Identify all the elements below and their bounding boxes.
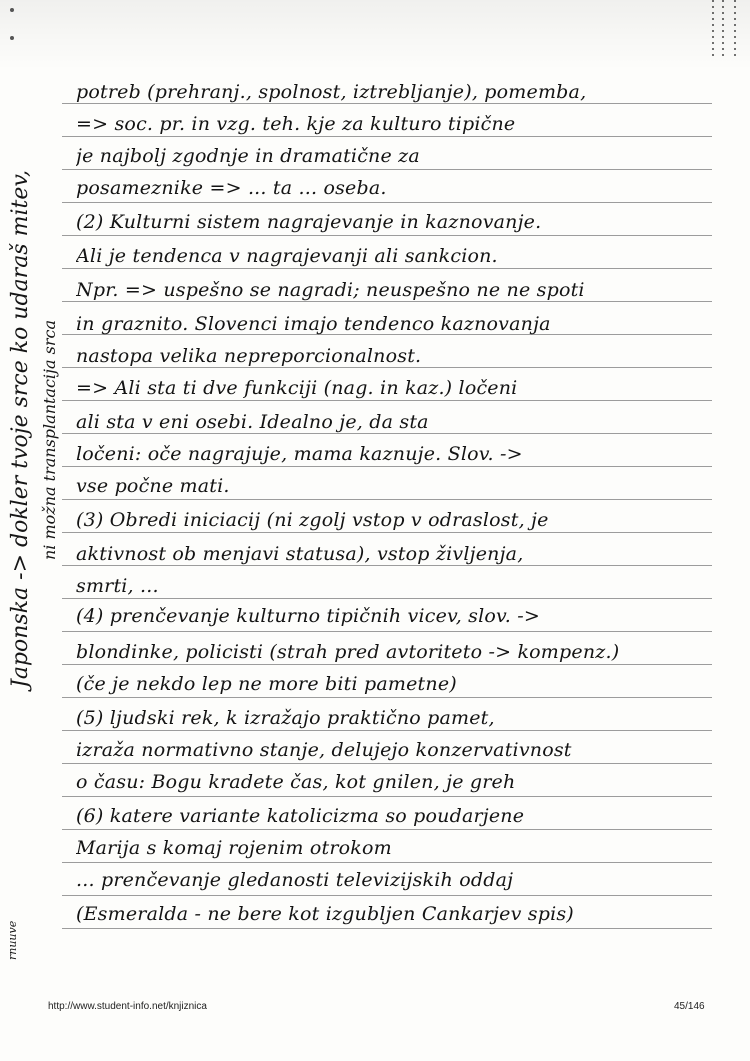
scan-shadow xyxy=(0,0,750,70)
margin-note-inner: ni možna transplantacija srca xyxy=(40,320,59,560)
scan-edge-marks xyxy=(734,0,736,58)
punch-dot xyxy=(10,36,14,40)
note-line: Npr. => uspešno se nagradi; neuspešno ne ne spoti xyxy=(76,279,585,301)
ruled-line xyxy=(62,895,712,896)
punch-dot xyxy=(10,8,14,12)
ruled-line xyxy=(62,136,712,137)
footer-url: http://www.student-info.net/knjiznica xyxy=(48,1001,207,1012)
ruled-line xyxy=(62,862,712,863)
note-line: ... prenčevanje gledanosti televizijskih oddaj xyxy=(76,869,514,891)
ruled-line xyxy=(62,763,712,764)
ruled-line xyxy=(62,235,712,236)
note-line: in graznito. Slovenci imajo tendenco kaznovanja xyxy=(76,313,551,335)
note-line: posameznike => ... ta ... oseba. xyxy=(76,177,387,199)
note-line: Marija s komaj rojenim otrokom xyxy=(76,837,392,859)
ruled-line xyxy=(62,664,712,665)
ruled-line xyxy=(62,796,712,797)
ruled-line xyxy=(62,169,712,170)
note-line: je najbolj zgodnje in dramatične za xyxy=(76,145,420,167)
footer-page-number: 45/146 xyxy=(674,1001,705,1012)
ruled-line xyxy=(62,631,712,632)
ruled-line xyxy=(62,268,712,269)
note-line: vse počne mati. xyxy=(76,475,230,497)
note-line: (4) prenčevanje kulturno tipičnih vicev, slov. -> xyxy=(76,605,540,627)
scan-edge-marks xyxy=(712,0,714,58)
ruled-line xyxy=(62,532,712,533)
ruled-line xyxy=(62,499,712,500)
ruled-line xyxy=(62,466,712,467)
margin-note-outer: Japonska -> dokler tvoje srce ko udaraš mitev, xyxy=(8,169,33,688)
ruled-line xyxy=(62,829,712,830)
ruled-line xyxy=(62,730,712,731)
note-line: izraža normativno stanje, delujejo konzervativnost xyxy=(76,739,572,761)
note-line: (5) ljudski rek, k izražajo praktično pamet, xyxy=(76,707,495,729)
ruled-line xyxy=(62,400,712,401)
note-line: (3) Obredi iniciacij (ni zgolj vstop v odraslost, je xyxy=(76,509,549,531)
note-line: aktivnost ob menjavi statusa), vstop življenja, xyxy=(76,543,524,565)
note-line: (2) Kulturni sistem nagrajevanje in kaznovanje. xyxy=(76,211,542,233)
scan-edge-marks xyxy=(722,0,724,58)
note-line: potreb (prehranj., spolnost, iztrebljanje), pomemba, xyxy=(76,81,587,103)
note-line: (6) katere variante katolicizma so poudarjene xyxy=(76,805,525,827)
note-line: smrti, ... xyxy=(76,575,159,597)
note-line: blondinke, policisti (strah pred avtoriteto -> kompenz.) xyxy=(76,641,620,663)
note-line: ali sta v eni osebi. Idealno je, da sta xyxy=(76,411,429,433)
note-line: nastopa velika nepreporcionalnost. xyxy=(76,345,422,367)
ruled-line xyxy=(62,202,712,203)
note-line: (če je nekdo lep ne more biti pametne) xyxy=(76,673,457,695)
note-line: Ali je tendenca v nagrajevanji ali sankcion. xyxy=(76,245,498,267)
note-line: (Esmeralda - ne bere kot izgubljen Cankarjev spis) xyxy=(76,903,574,925)
note-line: ločeni: oče nagrajuje, mama kaznuje. Slov. -> xyxy=(76,443,523,465)
ruled-line xyxy=(62,928,712,929)
ruled-line xyxy=(62,598,712,599)
note-line: => Ali sta ti dve funkciji (nag. in kaz.) ločeni xyxy=(76,377,518,399)
ruled-line xyxy=(62,697,712,698)
note-line: => soc. pr. in vzg. teh. kje za kulturo tipične xyxy=(76,113,516,135)
margin-note-bottom: rnuuve xyxy=(6,920,19,960)
note-line: o času: Bogu kradete čas, kot gnilen, je greh xyxy=(76,771,516,793)
